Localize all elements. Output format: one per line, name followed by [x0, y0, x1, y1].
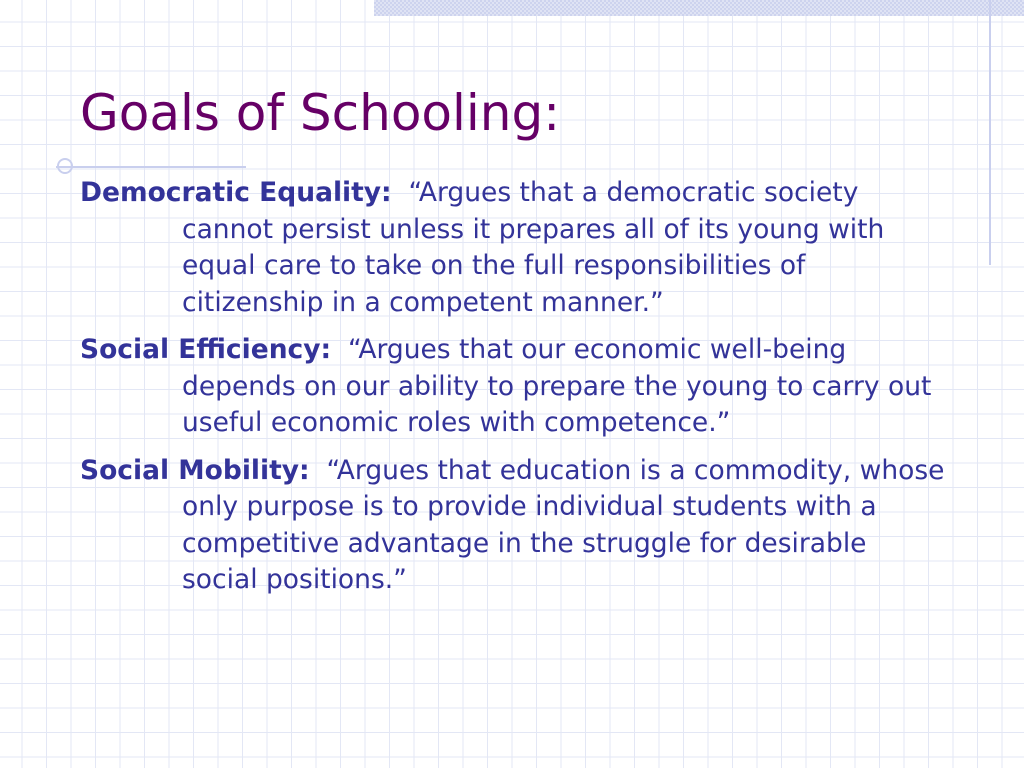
goal-term: Social Mobility: [80, 454, 310, 486]
goal-description: “Argues that education is a commodity, whose only purpose is to provide individual students with a competitive advantage in the struggle for desirable social positions.” [182, 454, 945, 595]
list-item-social-mobility [80, 453, 950, 599]
goal-description: “Argues that our economic well-being depends on our ability to prepare the young to carry out useful economic roles with competence.” [182, 334, 932, 438]
slide-title: Goals of Schooling: [80, 84, 561, 142]
decorative-vertical-line [989, 0, 991, 265]
list-item-social-efficiency [80, 332, 950, 442]
decorative-ring-icon [57, 158, 73, 174]
decorative-horizontal-line [56, 166, 246, 168]
list-item-democratic-equality [80, 175, 950, 321]
goal-description: “Argues that a democratic society cannot persist unless it prepares all of its young with equal care to take on the full responsibilities of citizenship in a competent manner.” [182, 177, 885, 318]
goal-term: Democratic Equality: [80, 177, 392, 208]
decorative-top-bar [374, 0, 1024, 16]
goals-list [80, 175, 950, 610]
goal-term: Social Efficiency: [80, 334, 332, 365]
